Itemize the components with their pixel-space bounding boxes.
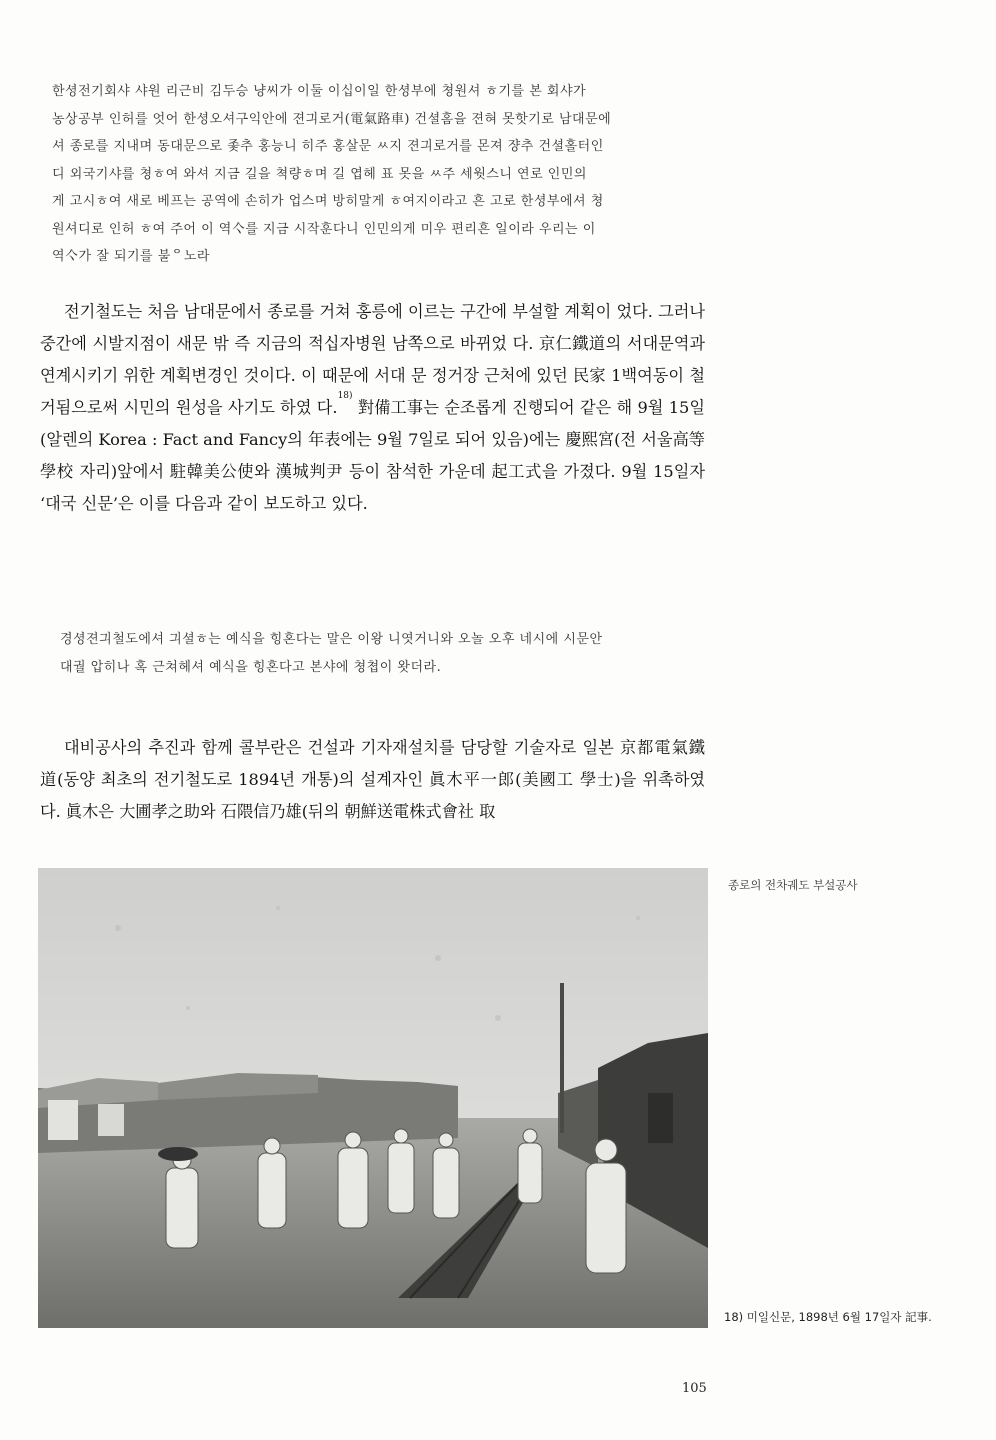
page-number: 105 xyxy=(682,1381,707,1396)
quote-line: 역亽가 잘 되기를 불ᄋ노라 xyxy=(52,249,210,264)
paragraph-text-part-1: 전기철도는 처음 남대문에서 종로를 거쳐 홍릉에 이르는 구간에 부설할 계획이 었다. 그러나 중간에 시발지점이 새문 밖 즉 지금의 적십자병원 남쪽으로 바뀌었 다. 京仁鐵道의 서대문역과 연계시키기 위한 계획변경인 것이다. 이 때문에 서대 문 정거장 근처에 있던 民家 1백여동이 철거됨으로써 시민의 원성을 사기도 하였 다. xyxy=(40,302,705,417)
footnote-ref: 18) xyxy=(337,391,353,401)
quote-line: 셔 종로를 지내며 동대문으로 좇추 홍능니 히주 홍살문 ㅆ지 젼긔로거를 몬져 쟝추 건셜홀터인 xyxy=(52,139,604,154)
historical-photo xyxy=(38,868,708,1328)
body-paragraph-1 xyxy=(40,296,705,520)
quote-line: 원셔디로 인허 ㅎ여 주어 이 역亽를 지금 시작훈다니 인민의게 미우 편리흔 일이라 우리는 이 xyxy=(52,221,596,237)
quote-line: 대궐 압히나 혹 근쳐헤셔 예식을 힝혼다고 본샤에 쳥쳡이 왓더라. xyxy=(60,659,442,675)
paragraph-text-part-2: 對備工事는 순조롭게 진행되어 같은 해 9월 15일(알렌의 Korea : Fact and Fancy의 年表에는 9월 7일로 되어 있음)에는 慶熙宮(전 서울高等學校 자리)앞에서 駐韓美公使와 漢城判尹 등이 참석한 가운데 起工式을 가졌다. 9월 15일자 ‘대국 신문’은 이를 다음과 같이 보도하고 있다. xyxy=(40,398,705,513)
paragraph-text xyxy=(40,296,705,520)
quote-block-2 xyxy=(60,626,700,681)
quote-line: 게 고시ㅎ여 새로 베프는 공역에 손히가 업스며 방히말게 ㅎ여지이라고 흔 고로 한셩부에셔 쳥 xyxy=(52,194,604,209)
paragraph-text: 대비공사의 추진과 함께 콜부란은 건설과 기자재설치를 담당할 기술자로 일본 京都電氣鐵道(동양 최초의 전기철도로 1894년 개통)의 설계자인 眞木平一郎(美國工 學士)을 위촉하였다. 眞木은 大圃孝之助와 石隈信乃雄(뒤의 朝鮮送電株式會社 取 xyxy=(40,738,705,821)
photo-caption: 종로의 전차궤도 부설공사 xyxy=(728,878,858,892)
quote-line: 경셩젼긔철도에셔 긔셜ㅎ는 예식을 힝혼다는 말은 이왕 니엿거니와 오놀 오후 네시에 시문안 xyxy=(60,632,603,647)
body-paragraph-2 xyxy=(40,732,705,828)
quote-line: 농상공부 인허를 엇어 한셩오셔구익안에 젼긔로거(電氣路車) 건셜홈을 젼혀 못핫기로 남대문에 xyxy=(52,111,612,127)
quote-line: 디 외국기샤를 쳥ㅎ여 와셔 지금 길을 쳑량ㅎ며 길 엽헤 표 못을 ㅆ주 세웟스니 연로 인민의 xyxy=(52,166,587,182)
footnote: 18) 미일신문, 1898년 6월 17일자 記事. xyxy=(724,1310,932,1324)
quote-block-1 xyxy=(52,78,702,271)
quote-line: 한셩전기회샤 샤원 리근비 김두승 냥씨가 이둘 이십이일 한셩부에 쳥원셔 ㅎ기를 본 회샤가 xyxy=(52,84,587,99)
